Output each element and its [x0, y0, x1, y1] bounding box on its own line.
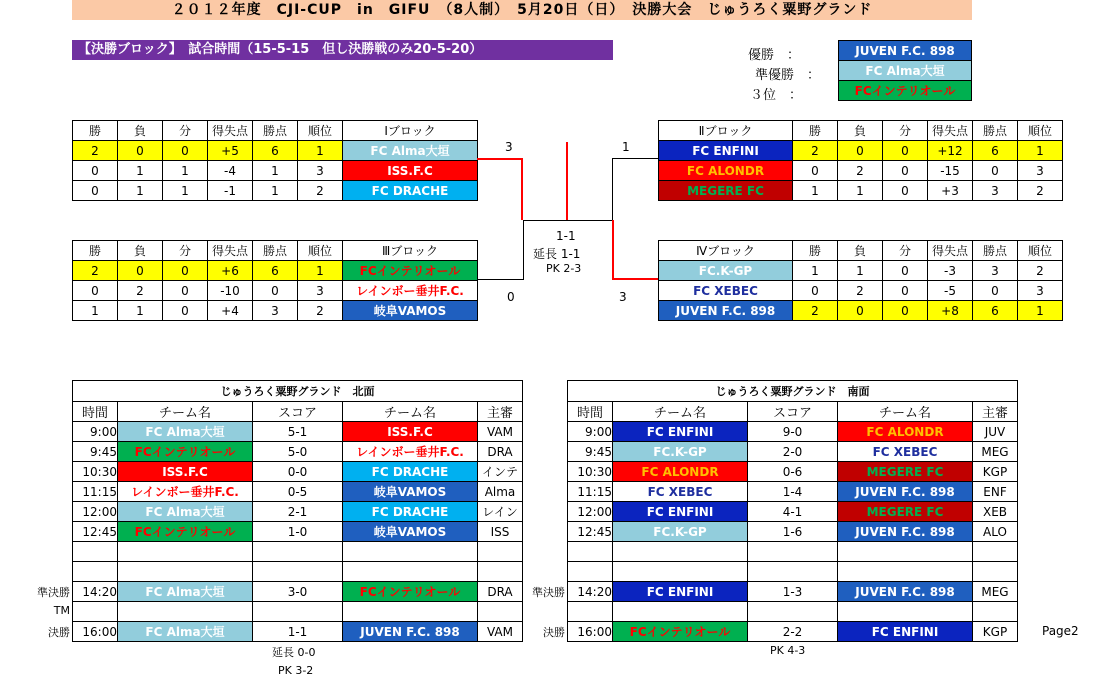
cell-team: レインボー垂井F.C.	[343, 281, 478, 301]
cell-team1: FC Alma大垣	[118, 582, 253, 602]
cell-pts: 1	[253, 181, 298, 201]
cell-ref: Alma	[478, 482, 523, 502]
north-final-extra: 延長 0-0	[272, 646, 316, 659]
hdr-gd: 得失点	[208, 241, 253, 261]
page-number: Page2	[1042, 624, 1079, 638]
table-row	[568, 522, 1018, 542]
table-row	[568, 442, 1018, 462]
north-final-label: 決勝	[48, 626, 70, 639]
cell-team2: FC DRACHE	[343, 462, 478, 482]
hdr-pts: 勝点	[253, 121, 298, 141]
cell-pts: 0	[973, 161, 1018, 181]
hdr-pts: 勝点	[973, 241, 1018, 261]
table-row	[568, 462, 1018, 482]
table-row	[73, 482, 523, 502]
cell-ref: ALO	[973, 522, 1018, 542]
cell-pts: 6	[973, 141, 1018, 161]
cell-w: 2	[793, 301, 838, 321]
hdr-time: 時間	[568, 402, 613, 422]
cell-l: 1	[838, 261, 883, 281]
hdr-rank: 順位	[1018, 121, 1063, 141]
cell-team2: JUVEN F.C. 898	[838, 522, 973, 542]
table-row	[568, 502, 1018, 522]
cell-team2: 岐阜VAMOS	[343, 522, 478, 542]
schedule-caption: じゅうろく粟野グランド 南面	[568, 381, 1018, 402]
cell-score: 5-0	[253, 442, 343, 462]
cell-rank: 3	[1018, 161, 1063, 181]
bracket-score-1: 3	[505, 140, 513, 154]
bracket-score-3: 0	[507, 290, 515, 304]
cell-gd: -5	[928, 281, 973, 301]
table-row	[568, 482, 1018, 502]
block1-table	[72, 120, 478, 201]
cell-team: ISS.F.C	[343, 161, 478, 181]
cell-team1: FC ENFINI	[613, 502, 748, 522]
cell-score: 1-6	[748, 522, 838, 542]
page-title: ２０１２年度 CJI-CUP in GIFU （8人制） 5月20日（日） 決勝大会 じゅうろく粟野グランド	[72, 0, 972, 20]
cell-time: 14:20	[73, 582, 118, 602]
cell-gd: +12	[928, 141, 973, 161]
table-row	[73, 442, 523, 462]
cell-l: 2	[118, 281, 163, 301]
table-row	[659, 141, 1063, 161]
cell-ref: レイン	[478, 502, 523, 522]
hdr-rank: 順位	[298, 241, 343, 261]
table-row	[568, 602, 1018, 622]
hdr-w: 勝	[73, 121, 118, 141]
cell-l: 1	[118, 161, 163, 181]
cell-pts: 0	[253, 281, 298, 301]
hdr-score: スコア	[748, 402, 838, 422]
table-row	[73, 522, 523, 542]
north-semi-label: 準決勝	[37, 586, 70, 599]
block3-table	[72, 240, 478, 321]
cell-ref: DRA	[478, 582, 523, 602]
cell-d: 1	[163, 181, 208, 201]
cell-w: 0	[73, 161, 118, 181]
cell-team1: FC Alma大垣	[118, 502, 253, 522]
table-row	[659, 301, 1063, 321]
hdr-team: チーム名	[613, 402, 748, 422]
block4-table	[658, 240, 1063, 321]
north-tm-label: TM	[53, 604, 70, 617]
table-row	[73, 141, 478, 161]
cell-team1: FC XEBEC	[613, 482, 748, 502]
south-semi-label: 準決勝	[532, 586, 565, 599]
hdr-time: 時間	[73, 402, 118, 422]
cell-l: 0	[118, 141, 163, 161]
cell-w: 0	[73, 181, 118, 201]
cell-team2: FC XEBEC	[838, 442, 973, 462]
cell-ref: VAM	[478, 622, 523, 642]
table-row	[73, 281, 478, 301]
cell-pts: 3	[973, 261, 1018, 281]
cell-time: 16:00	[73, 622, 118, 642]
cell-time: 11:15	[568, 482, 613, 502]
table-row	[73, 542, 523, 562]
hdr-w: 勝	[793, 121, 838, 141]
cell-d: 0	[883, 301, 928, 321]
table-row	[659, 161, 1063, 181]
north-schedule	[72, 380, 523, 642]
cell-time: 10:30	[73, 462, 118, 482]
cell-gd: -1	[208, 181, 253, 201]
cell-team: FC ALONDR	[659, 161, 793, 181]
hdr-w: 勝	[793, 241, 838, 261]
hdr-rank: 順位	[298, 121, 343, 141]
cell-l: 0	[838, 141, 883, 161]
hdr-rank: 順位	[1018, 241, 1063, 261]
bracket-final-extra: 延長 1-1	[533, 247, 581, 261]
hdr-team: チーム名	[343, 402, 478, 422]
hdr-pts: 勝点	[973, 121, 1018, 141]
cell-rank: 3	[298, 161, 343, 181]
south-schedule	[567, 380, 1018, 642]
cell-team: FCインテリオール	[343, 261, 478, 281]
cell-score: 0-5	[253, 482, 343, 502]
cell-d: 0	[883, 281, 928, 301]
cell-ref: XEB	[973, 502, 1018, 522]
cell-team1: FC ENFINI	[613, 582, 748, 602]
cell-l: 0	[838, 301, 883, 321]
cell-team2: FCインテリオール	[343, 582, 478, 602]
table-row	[73, 301, 478, 321]
bracket-score-2: 1	[622, 140, 630, 154]
cell-team: FC Alma大垣	[343, 141, 478, 161]
cell-team: FC ENFINI	[659, 141, 793, 161]
cell-d: 0	[883, 261, 928, 281]
cell-gd: -4	[208, 161, 253, 181]
cell-d: 0	[883, 141, 928, 161]
cell-team1: FCインテリオール	[118, 522, 253, 542]
runner-team: FC Alma大垣	[839, 61, 972, 81]
hdr-l: 負	[838, 121, 883, 141]
cell-score: 9-0	[748, 422, 838, 442]
hdr-l: 負	[838, 241, 883, 261]
table-row	[568, 542, 1018, 562]
cell-team1: FCインテリオール	[118, 442, 253, 462]
hdr-team: チーム名	[118, 402, 253, 422]
cell-gd: -10	[208, 281, 253, 301]
table-row	[73, 462, 523, 482]
cell-d: 1	[163, 161, 208, 181]
block-subtitle: 【決勝ブロック】 試合時間（15-5-15 但し決勝戦のみ20-5-20）	[72, 40, 613, 60]
table-row	[73, 602, 523, 622]
block-name: Ⅰブロック	[343, 121, 478, 141]
cell-team: 岐阜VAMOS	[343, 301, 478, 321]
cell-w: 0	[793, 161, 838, 181]
block-name: Ⅳブロック	[659, 241, 793, 261]
cell-d: 0	[163, 141, 208, 161]
table-row	[568, 422, 1018, 442]
cell-score: 1-3	[748, 582, 838, 602]
cell-time: 12:00	[568, 502, 613, 522]
cell-team: MEGERE FC	[659, 181, 793, 201]
cell-d: 0	[883, 181, 928, 201]
hdr-gd: 得失点	[208, 121, 253, 141]
cell-l: 2	[838, 281, 883, 301]
cell-score: 1-4	[748, 482, 838, 502]
cell-ref: MEG	[973, 582, 1018, 602]
cell-rank: 2	[1018, 181, 1063, 201]
hdr-ref: 主審	[973, 402, 1018, 422]
hdr-team: チーム名	[838, 402, 973, 422]
cell-time: 9:45	[73, 442, 118, 462]
cell-team2: FC DRACHE	[343, 502, 478, 522]
cell-team1: FC.K-GP	[613, 442, 748, 462]
cell-team2: レインボー垂井F.C.	[343, 442, 478, 462]
table-row	[73, 181, 478, 201]
hdr-gd: 得失点	[928, 241, 973, 261]
cell-team2: ISS.F.C	[343, 422, 478, 442]
cell-score: 4-1	[748, 502, 838, 522]
cell-w: 1	[73, 301, 118, 321]
cell-score: 2-2	[748, 622, 838, 642]
cell-team1: FC ALONDR	[613, 462, 748, 482]
cell-ref: VAM	[478, 422, 523, 442]
winner-label: 優勝 ：	[747, 48, 800, 63]
cell-rank: 2	[298, 301, 343, 321]
cell-team: FC XEBEC	[659, 281, 793, 301]
cell-time: 10:30	[568, 462, 613, 482]
hdr-d: 分	[883, 121, 928, 141]
placement-table	[838, 40, 972, 101]
cell-gd: +3	[928, 181, 973, 201]
cell-team1: FC ENFINI	[613, 422, 748, 442]
cell-score: 2-0	[748, 442, 838, 462]
cell-l: 1	[118, 301, 163, 321]
cell-rank: 2	[1018, 261, 1063, 281]
hdr-pts: 勝点	[253, 241, 298, 261]
cell-w: 0	[73, 281, 118, 301]
cell-gd: +4	[208, 301, 253, 321]
cell-team2: JUVEN F.C. 898	[343, 622, 478, 642]
cell-time: 9:00	[568, 422, 613, 442]
cell-time: 16:00	[568, 622, 613, 642]
cell-team2: 岐阜VAMOS	[343, 482, 478, 502]
cell-rank: 2	[298, 181, 343, 201]
cell-time: 14:20	[568, 582, 613, 602]
cell-ref: DRA	[478, 442, 523, 462]
cell-rank: 3	[1018, 281, 1063, 301]
cell-gd: +6	[208, 261, 253, 281]
cell-time: 9:45	[568, 442, 613, 462]
hdr-l: 負	[118, 241, 163, 261]
cell-ref: インテ	[478, 462, 523, 482]
cell-l: 0	[118, 261, 163, 281]
cell-time: 9:00	[73, 422, 118, 442]
table-row	[568, 622, 1018, 642]
cell-pts: 6	[973, 301, 1018, 321]
third-label: ３位 ：	[749, 88, 802, 103]
cell-rank: 1	[1018, 301, 1063, 321]
cell-team2: FC ENFINI	[838, 622, 973, 642]
cell-pts: 1	[253, 161, 298, 181]
cell-team1: ISS.F.C	[118, 462, 253, 482]
cell-team1: FC Alma大垣	[118, 622, 253, 642]
cell-team: FC DRACHE	[343, 181, 478, 201]
cell-score: 1-0	[253, 522, 343, 542]
cell-gd: -15	[928, 161, 973, 181]
cell-score: 1-1	[253, 622, 343, 642]
cell-team2: MEGERE FC	[838, 502, 973, 522]
cell-team: FC.K-GP	[659, 261, 793, 281]
cell-ref: KGP	[973, 622, 1018, 642]
cell-score: 0-0	[253, 462, 343, 482]
table-row	[73, 261, 478, 281]
cell-score: 3-0	[253, 582, 343, 602]
cell-l: 1	[118, 181, 163, 201]
hdr-w: 勝	[73, 241, 118, 261]
cell-team2: MEGERE FC	[838, 462, 973, 482]
hdr-d: 分	[163, 121, 208, 141]
cell-pts: 0	[973, 281, 1018, 301]
cell-team: JUVEN F.C. 898	[659, 301, 793, 321]
cell-score: 0-6	[748, 462, 838, 482]
cell-team1: FCインテリオール	[613, 622, 748, 642]
cell-rank: 3	[298, 281, 343, 301]
bracket-score-4: 3	[619, 290, 627, 304]
cell-w: 2	[73, 141, 118, 161]
cell-rank: 1	[1018, 141, 1063, 161]
cell-time: 12:45	[568, 522, 613, 542]
cell-d: 0	[163, 281, 208, 301]
cell-w: 1	[793, 261, 838, 281]
cell-w: 1	[793, 181, 838, 201]
winner-team: JUVEN F.C. 898	[839, 41, 972, 61]
hdr-gd: 得失点	[928, 121, 973, 141]
bracket-final-score: 1-1	[556, 229, 576, 243]
table-row	[73, 622, 523, 642]
table-row	[73, 502, 523, 522]
table-row	[568, 562, 1018, 582]
hdr-ref: 主審	[478, 402, 523, 422]
cell-pts: 6	[253, 261, 298, 281]
cell-score: 5-1	[253, 422, 343, 442]
cell-team1: FC Alma大垣	[118, 422, 253, 442]
cell-w: 2	[793, 141, 838, 161]
cell-pts: 6	[253, 141, 298, 161]
table-row	[659, 181, 1063, 201]
cell-ref: KGP	[973, 462, 1018, 482]
north-final-pk: PK 3-2	[278, 664, 314, 677]
cell-gd: +5	[208, 141, 253, 161]
cell-pts: 3	[973, 181, 1018, 201]
runner-label: 準優勝 ：	[754, 68, 820, 83]
table-row	[659, 261, 1063, 281]
cell-time: 12:00	[73, 502, 118, 522]
cell-gd: +8	[928, 301, 973, 321]
third-team: FCインテリオール	[839, 81, 972, 101]
cell-d: 0	[883, 161, 928, 181]
cell-team1: FC.K-GP	[613, 522, 748, 542]
block2-table	[658, 120, 1063, 201]
hdr-score: スコア	[253, 402, 343, 422]
south-final-pk: PK 4-3	[770, 644, 806, 657]
cell-ref: ISS	[478, 522, 523, 542]
table-row	[73, 422, 523, 442]
table-row	[73, 562, 523, 582]
bracket-final-pk: PK 2-3	[546, 262, 582, 275]
cell-ref: JUV	[973, 422, 1018, 442]
hdr-l: 負	[118, 121, 163, 141]
hdr-d: 分	[883, 241, 928, 261]
cell-time: 12:45	[73, 522, 118, 542]
cell-team2: JUVEN F.C. 898	[838, 482, 973, 502]
block-name: Ⅱブロック	[659, 121, 793, 141]
cell-gd: -3	[928, 261, 973, 281]
cell-d: 0	[163, 301, 208, 321]
cell-w: 0	[793, 281, 838, 301]
table-row	[73, 582, 523, 602]
cell-l: 1	[838, 181, 883, 201]
table-row	[568, 582, 1018, 602]
cell-time: 11:15	[73, 482, 118, 502]
cell-w: 2	[73, 261, 118, 281]
south-final-label: 決勝	[543, 626, 565, 639]
cell-team2: JUVEN F.C. 898	[838, 582, 973, 602]
cell-team1: レインボー垂井F.C.	[118, 482, 253, 502]
cell-pts: 3	[253, 301, 298, 321]
cell-team2: FC ALONDR	[838, 422, 973, 442]
cell-l: 2	[838, 161, 883, 181]
block-name: Ⅲブロック	[343, 241, 478, 261]
hdr-d: 分	[163, 241, 208, 261]
cell-ref: MEG	[973, 442, 1018, 462]
table-row	[659, 281, 1063, 301]
cell-d: 0	[163, 261, 208, 281]
cell-ref: ENF	[973, 482, 1018, 502]
table-row	[73, 161, 478, 181]
cell-rank: 1	[298, 141, 343, 161]
cell-rank: 1	[298, 261, 343, 281]
schedule-caption: じゅうろく粟野グランド 北面	[73, 381, 523, 402]
cell-score: 2-1	[253, 502, 343, 522]
